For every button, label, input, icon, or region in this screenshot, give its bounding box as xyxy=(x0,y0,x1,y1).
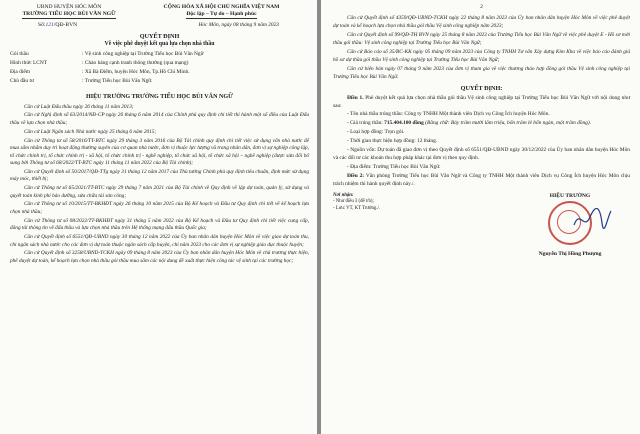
org-line-2: TRƯỜNG TIỂU HỌC BÙI VĂN NGỮ xyxy=(22,11,116,17)
winner-line: - Tên nhà thầu trúng thầu: Công ty TNHH Một thành viên Dịch vụ Công Ích huyện Hóc Môn. xyxy=(347,111,550,118)
doc-no-prefix: Số: xyxy=(38,22,46,28)
price-prefix: - Giá trúng thầu: xyxy=(347,120,385,127)
funding-line: - Nguồn vốn: Dự toán đã giao đơn vị theo Quyết định số 6551/QĐ-UBND ngày 30/12/2022 của Ủy ban nhân dân huyện Hóc Môn và các đối tư các khoản thu hợp pháp khác tại đơn vị theo quy định. xyxy=(333,147,630,161)
document-number xyxy=(10,22,77,28)
legal-basis-paragraph: Căn cứ Thông tư số 08/2022/TT-BKHĐT ngày 31 tháng 5 năm 2022 của Bộ Kế hoạch và Đầu tư Quy định chi tiết việc cung cấp, đăng tải thông tin về đấu thầu và lựa chọn nhà thầu trên Hệ thống mạng đấu thầu Quốc gia; xyxy=(10,217,309,232)
legal-basis-paragraph: Căn cứ Thông tư số 58/2016/TT-BTC ngày 29 tháng 3 năm 2016 của Bộ Tài chính quy định chi tiết việc sử dụng vốn nhà nước để mua sắm nhằm duy trì hoạt động thường xuyên của cơ quan nhà nước, đơn vị thuộc lực lượng vũ trang nhân dân, đơn vị sự nghiệp công lập, tổ chức chính trị, tổ chức chính trị - xã hội, tổ chức chính trị - nghề nghiệp, tổ chức xã hội, tổ chức xã hội – nghề nghiệp (được sửa đổi bổ sung bởi Thông tư số 68/2022/TT-BTC ngày 11 tháng 11 năm 2022 của Bộ Tài chính); xyxy=(10,137,310,167)
price-in-words: (Bằng chữ: Bảy trăm mười lăm triệu, bốn trăm lẻ bốn ngàn, một trăm đồng). xyxy=(423,120,591,127)
decision-heading: QUYẾT ĐỊNH: xyxy=(460,85,503,93)
info-key: Gói thầu xyxy=(10,50,29,57)
info-table xyxy=(10,50,309,87)
recipients xyxy=(333,193,423,257)
info-value: : Trường Tiểu học Bùi Văn Ngữ. xyxy=(82,78,153,85)
article-2-text: Văn phòng Trường Tiểu học Bùi Văn Ngữ và Công ty TNHH Một thành viên Dịch vụ Công Ích huyện Hóc Môn chịu trách nhiệm thi hành quyết định này./. xyxy=(333,172,630,187)
document-header xyxy=(10,4,309,19)
legal-basis-paragraph: Căn cứ Thông tư số 65/2021/TT-BTC ngày 29 tháng 7 năm 2021 của Bộ Tài chính về Quy định về lập dự toán, quản lý, sử dụng và quyết toán kinh phí bảo dưỡng, sửa chữa tài sản công; xyxy=(10,185,309,199)
legal-basis-paragraph: Căn cứ Quyết định số 50/2017/QĐ-TTg ngày 31 tháng 12 năm 2017 của Thủ tướng Chính phủ quy định tiêu chuẩn, định mức sử dụng máy móc, thiết bị; xyxy=(10,168,309,183)
info-value: : Chào hàng cạnh tranh thông thường (qua mạng) xyxy=(82,59,189,66)
info-row xyxy=(10,77,309,86)
location-line: - Địa điểm: Trường Tiểu học Bùi Văn Ngữ. xyxy=(347,163,441,170)
decision-title: QUYẾT ĐỊNH xyxy=(139,33,180,40)
page-one xyxy=(0,0,317,434)
page-two xyxy=(321,0,640,434)
price-value: 715.404.100 đồng xyxy=(384,120,424,127)
recipient-item: - Lưu: VT, KT Trường./. xyxy=(333,205,381,211)
legal-basis-paragraph: Căn cứ Quyết định số 3258/UBND-TCKH ngày 09 tháng 8 năm 2023 của Ủy ban nhân dân huyện Hóc Môn về chủ trương thực hiện, phê duyệt dự toán, kế hoạch lựa chọn nhà thầu gói thầu mua sắm các nội dung đề xuất thực hiện công tác vệ sinh tại các trường học; xyxy=(10,250,309,264)
legal-basis-paragraph: Căn cứ Quyết định số 99/QĐ-TH BVN ngày 25 tháng 8 năm 2023 của Trường Tiểu học Bùi Văn Ngữ về việc phê duyệt E - Hồ sơ mời thầu gói thầu: Vệ sinh công nghiệp tại Trường Tiểu học Bùi Văn Ngữ; xyxy=(333,32,630,47)
document-date: Hóc Môn, ngày 08 tháng 9 năm 2023 xyxy=(198,22,279,28)
article-2 xyxy=(333,173,630,189)
article-1-label: Điều 1. xyxy=(347,94,364,101)
info-row xyxy=(10,50,309,59)
legal-basis-paragraph: Căn cứ Nghị định số 63/2014/NĐ-CP ngày 26 tháng 6 năm 2014 của Chính phủ quy định chi tiết thi hành một số điều của Luật Đấu thầu về lựa chọn nhà thầu; xyxy=(10,112,309,126)
org-line-1: UBND HUYỆN HÓC MÔN xyxy=(36,4,102,10)
handwritten-signature-icon xyxy=(572,205,612,233)
legal-basis-paragraph: Căn cứ Quyết định số 6551/QĐ-UBND ngày 30 tháng 12 năm 2022 của Ủy ban nhân dân huyện Hóc Môn về việc giao dự toán thu, chi ngân sách nhà nước cho các đơn vị dự toán thuộc ngân sách cấp huyện, chi năm 2023 cho các đơn vị sự nghiệp giáo dục thuộc huyện; xyxy=(10,234,309,248)
signer xyxy=(510,193,630,257)
decision-subtitle: Về việc phê duyệt kết quả lựa chọn nhà thầu xyxy=(104,40,215,47)
contract-type-line: - Loại hợp đồng: Trọn gói. xyxy=(347,129,405,136)
signer-role: HIỆU TRƯỞNG xyxy=(549,192,591,199)
info-key: Chủ đầu tư xyxy=(10,78,34,85)
principal-heading: HIỆU TRƯỞNG TRƯỜNG TIỂU HỌC BÙI VĂN NGỮ xyxy=(85,93,233,100)
doc-no-suffix: /QĐ-BVN xyxy=(53,22,78,28)
info-value: : Xã Bà Điểm, huyện Hóc Môn, Tp.Hồ Chí Minh. xyxy=(82,69,190,76)
signer-name: Nguyễn Thị Hồng Phượng xyxy=(538,250,602,257)
legal-basis-paragraph: Căn cứ Quyết định số 4359/QĐ-UBND-TCKH ngày 22 tháng 8 năm 2023 của Ủy ban nhân dân huyện Hóc Môn về việc phê duyệt dự toán và kế hoạch lựa chọn nhà thầu gói thầu Vệ sinh công nghiệp năm 2023; xyxy=(333,15,630,29)
legal-basis-paragraph: Căn cứ Thông tư số 10/2015/TT-BKHĐT ngày 26 tháng 10 năm 2015 của Bộ Kế hoạch và Đầu tư Quy định chi tiết về kế hoạch lựa chọn nhà thầu; xyxy=(10,201,309,215)
price-line xyxy=(333,120,630,128)
legal-basis-paragraph: Căn cứ Luật Ngân sách Nhà nước ngày 25 tháng 6 năm 2015; xyxy=(24,128,157,135)
info-key: Địa điểm xyxy=(10,69,30,76)
info-key: Hình thức LCNT xyxy=(10,59,48,66)
signature-block xyxy=(333,193,630,257)
legal-basis-paragraph: Căn cứ Báo cáo số 35/BC-KK ngày 05 tháng 09 năm 2023 của Công ty TNHH Tư vấn Xây dựng Kim Kha về việc báo cáo đánh giá hồ sơ dự thầu gói thầu Vệ sinh công nghiệp tại Trường Tiểu học Bùi Văn Ngữ; xyxy=(333,49,630,64)
article-2-label: Điều 2: xyxy=(347,172,365,179)
article-1 xyxy=(333,95,630,111)
legal-basis-paragraph: Căn cứ Luật Đấu thầu ngày 26 tháng 11 năm 2013; xyxy=(24,103,134,110)
duration-line: - Thời gian thực hiện hợp đồng: 12 tháng. xyxy=(347,138,438,145)
article-1-text: Phê duyệt kết quả lựa chọn nhà thầu gói thầu Vệ sinh công nghiệp tại Trường Tiểu học Bùi Văn Ngữ với nội dung như sau: xyxy=(333,94,630,109)
info-row xyxy=(10,59,309,68)
info-row xyxy=(10,68,309,77)
legal-basis-paragraph: Căn cứ biên bản ngày 07 tháng 9 năm 2023 của đơn vị tham gia về việc thương thảo hợp đồng gói thầu Vệ sinh công nghiệp tại Trường Tiểu học Bùi Văn Ngữ. xyxy=(333,66,630,81)
doc-no-handwritten: 121 xyxy=(45,22,54,28)
info-value: : Vệ sinh công nghiệp tại Trường Tiểu học Bùi Văn Ngữ xyxy=(82,50,204,57)
nation-line-1: CỘNG HÒA XÃ HỘI CHỦ NGHĨA VIỆT NAM xyxy=(163,4,280,10)
nation-line-2: Độc lập – Tự do – Hạnh phúc xyxy=(186,11,257,17)
page-number: 2 xyxy=(480,4,483,10)
recipient-item: - Như điều 3 (để t/h); xyxy=(333,199,374,205)
recipients-title: Nơi nhận: xyxy=(333,192,354,198)
